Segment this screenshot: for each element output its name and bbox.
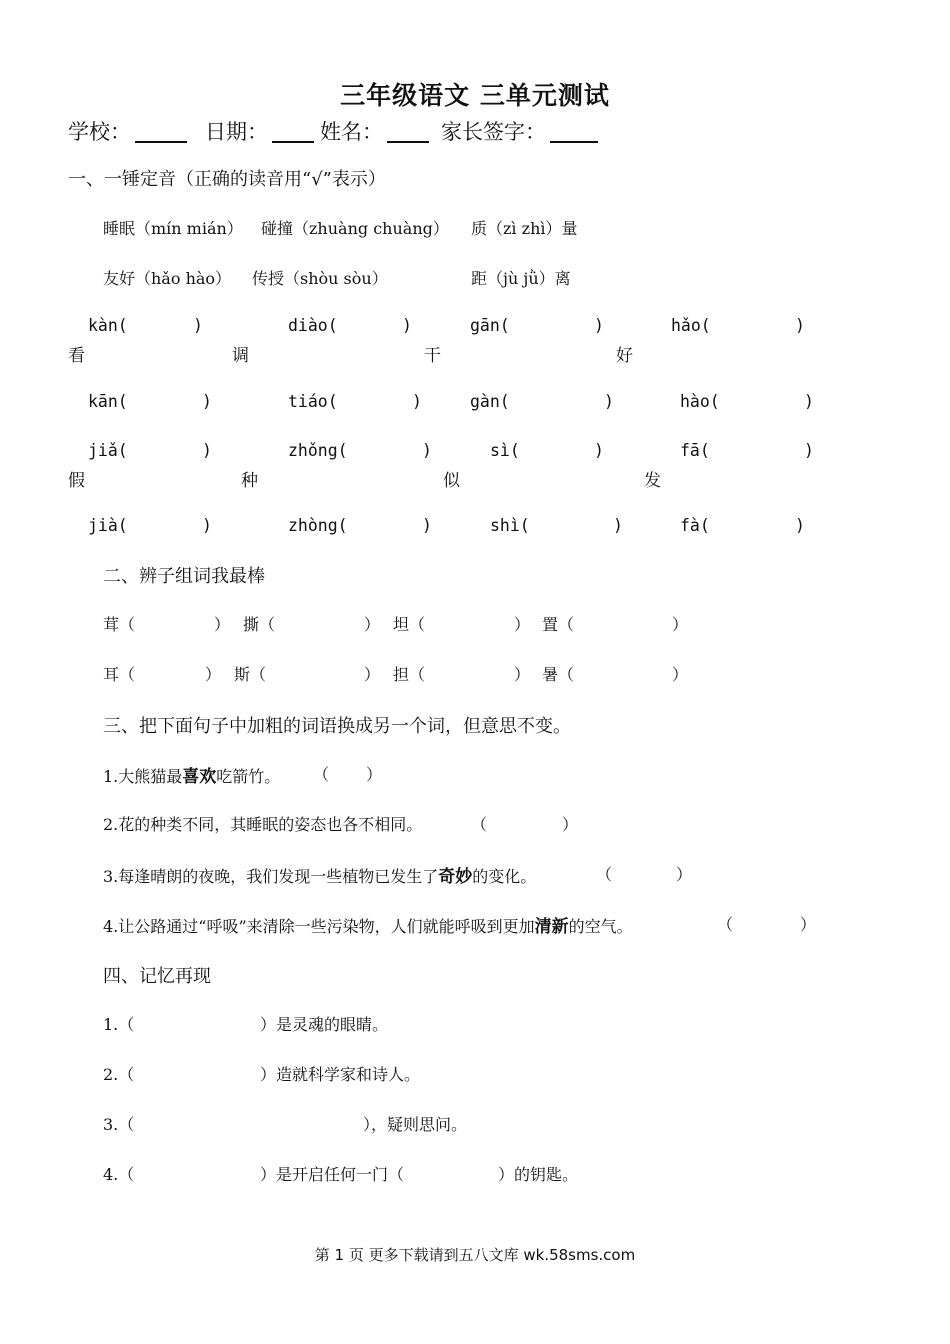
question-4: 4.让公路通过“呼吸”来清除一些污染物，人们就能呼吸到更加清新的空气。 xyxy=(103,917,633,937)
pinyin-close: ) xyxy=(202,441,212,460)
choice-item: 碰撞（zhuàng chuàng） xyxy=(261,219,449,238)
section4-heading: 四、记忆再现 xyxy=(103,966,211,987)
word-close: ） xyxy=(672,665,689,684)
memory-q4-end: ）的钥匙。 xyxy=(498,1165,579,1184)
pinyin-prompt: diào( xyxy=(288,316,338,335)
pinyin-close: ) xyxy=(422,441,432,460)
pinyin-prompt: shì( xyxy=(490,516,530,535)
page-title: 三年级语文 三单元测试 xyxy=(340,81,610,110)
pinyin-close: ) xyxy=(604,392,614,411)
pinyin-close: ) xyxy=(193,316,203,335)
hanzi-char: 似 xyxy=(443,471,460,491)
section2-heading: 二、辨子组词我最棒 xyxy=(103,566,265,587)
choice-item: 距（jù jǜ）离 xyxy=(471,269,571,288)
school-blank[interactable] xyxy=(135,121,187,143)
pinyin-prompt: fà( xyxy=(680,516,710,535)
hanzi-char: 假 xyxy=(68,471,85,491)
answer-paren-close: ） xyxy=(562,815,579,834)
hanzi-char: 种 xyxy=(241,471,258,491)
pinyin-prompt: zhǒng( xyxy=(288,441,348,460)
pinyin-prompt: hào( xyxy=(680,392,720,411)
pinyin-close: ) xyxy=(202,516,212,535)
pinyin-close: ) xyxy=(202,392,212,411)
bold-word: 奇妙 xyxy=(438,867,473,887)
choice-item: 质（zì zhì）量 xyxy=(471,219,578,238)
parent-signature-label: 家长签字： xyxy=(441,120,546,144)
name-blank[interactable] xyxy=(387,121,429,143)
date-blank[interactable] xyxy=(272,121,314,143)
word-close: ） xyxy=(364,615,381,634)
pinyin-prompt: kàn( xyxy=(88,316,128,335)
word-prompt: 置（ xyxy=(542,615,575,634)
hanzi-char: 好 xyxy=(616,346,633,366)
student-info-row xyxy=(68,116,604,146)
word-close: ） xyxy=(214,615,231,634)
pinyin-close: ) xyxy=(594,441,604,460)
pinyin-close: ) xyxy=(795,516,805,535)
question-1: 1.大熊猫最喜欢吃箭竹。 xyxy=(103,767,281,787)
section3-heading: 三、把下面句子中加粗的词语换成另一个词，但意思不变。 xyxy=(103,716,571,737)
memory-q4-start: 4.（ xyxy=(103,1165,135,1184)
word-prompt: 耳（ xyxy=(103,665,136,684)
word-close: ） xyxy=(514,615,531,634)
pinyin-close: ) xyxy=(594,316,604,335)
answer-paren-close: ） xyxy=(676,865,693,884)
question-3: 3.每逢晴朗的夜晚，我们发现一些植物已发生了奇妙的变化。 xyxy=(103,867,537,887)
pinyin-prompt: jiǎ( xyxy=(88,441,128,460)
section1-heading: 一、一锤定音（正确的读音用“√”表示） xyxy=(68,169,386,190)
pinyin-prompt: fā( xyxy=(680,441,710,460)
pinyin-close: ) xyxy=(804,441,814,460)
pinyin-prompt: sì( xyxy=(490,441,520,460)
memory-q4-mid: ）是开启任何一门（ xyxy=(260,1165,405,1184)
page-footer: 第 1 页 更多下载请到五八文库 wk.58sms.com xyxy=(314,1246,636,1264)
pinyin-prompt: gàn( xyxy=(470,392,510,411)
memory-q3-end: ），疑则思问。 xyxy=(363,1115,468,1134)
answer-paren-open: （ xyxy=(471,815,488,834)
word-prompt: 坦（ xyxy=(393,615,426,634)
pinyin-close: ) xyxy=(412,392,422,411)
hanzi-char: 发 xyxy=(644,471,661,491)
pinyin-prompt: kān( xyxy=(88,392,128,411)
school-label: 学校： xyxy=(68,120,131,144)
hanzi-char: 调 xyxy=(232,346,249,366)
word-close: ） xyxy=(514,665,531,684)
choice-item: 友好（hǎo hào） xyxy=(103,269,232,288)
pinyin-prompt: hǎo( xyxy=(671,316,711,335)
pinyin-prompt: jià( xyxy=(88,516,128,535)
hanzi-char: 看 xyxy=(68,346,85,366)
parent-signature-blank[interactable] xyxy=(550,121,598,143)
memory-q2-start: 2.（ xyxy=(103,1065,135,1084)
pinyin-prompt: gān( xyxy=(470,316,510,335)
pinyin-close: ) xyxy=(422,516,432,535)
date-label: 日期： xyxy=(205,120,268,144)
memory-q1-start: 1.（ xyxy=(103,1015,135,1034)
pinyin-close: ) xyxy=(795,316,805,335)
bold-word: 清新 xyxy=(534,917,569,937)
hanzi-char: 干 xyxy=(424,346,441,366)
word-close: ） xyxy=(364,665,381,684)
word-prompt: 斯（ xyxy=(234,665,267,684)
pinyin-close: ) xyxy=(402,316,412,335)
word-prompt: 暑（ xyxy=(542,665,575,684)
word-close: ） xyxy=(672,615,689,634)
bold-word: 喜欢 xyxy=(182,767,217,787)
memory-q1-end: ）是灵魂的眼睛。 xyxy=(260,1015,389,1034)
memory-q2-end: ）造就科学家和诗人。 xyxy=(260,1065,421,1084)
answer-paren-close: ） xyxy=(800,915,817,934)
pinyin-close: ) xyxy=(804,392,814,411)
choice-item: 传授（shòu sòu） xyxy=(252,269,388,288)
choice-item: 睡眠（mín mián） xyxy=(103,219,243,238)
pinyin-close: ) xyxy=(613,516,623,535)
word-prompt: 担（ xyxy=(393,665,426,684)
word-prompt: 茸（ xyxy=(103,615,136,634)
answer-paren-open: （ xyxy=(717,915,734,934)
pinyin-prompt: zhòng( xyxy=(288,516,348,535)
answer-paren-open: （ xyxy=(596,865,613,884)
question-2: 2.花的种类不同，其睡眠的姿态也各不相同。 xyxy=(103,815,423,834)
memory-q3-start: 3.（ xyxy=(103,1115,135,1134)
name-label: 姓名： xyxy=(320,120,383,144)
answer-paren-open: （ xyxy=(313,765,330,784)
pinyin-prompt: tiáo( xyxy=(288,392,338,411)
answer-paren-close: ） xyxy=(366,765,383,784)
word-prompt: 撕（ xyxy=(243,615,276,634)
word-close: ） xyxy=(205,665,222,684)
